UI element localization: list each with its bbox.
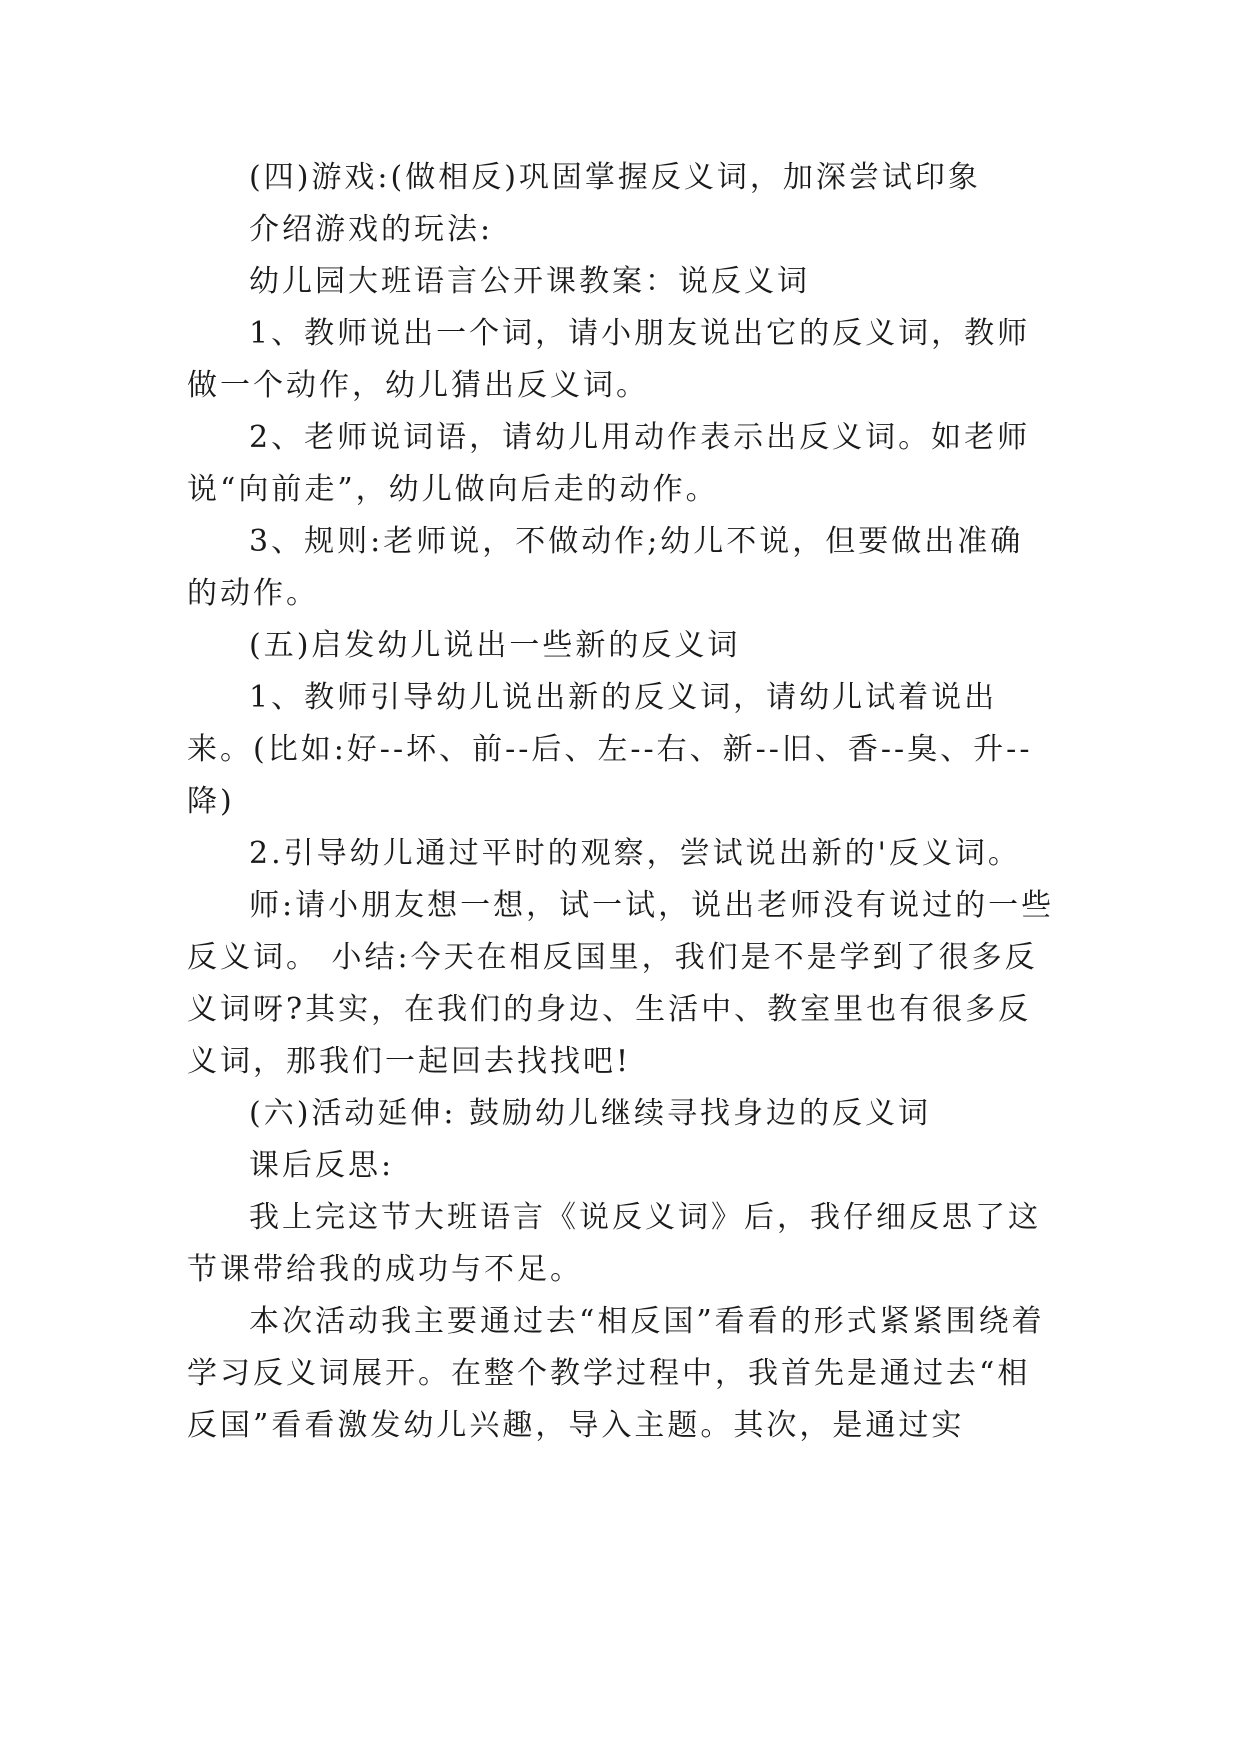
paragraph-section-5-heading: (五)启发幼儿说出一些新的反义词 bbox=[249, 628, 741, 663]
paragraph-rule-1: 1、教师说出一个词，请小朋友说出它的反义词，教师做一个动作，幼儿猜出反义词。 bbox=[187, 316, 1031, 403]
paragraph-reflection-heading: 课后反思: bbox=[249, 1148, 395, 1183]
paragraph-reflection-1: 我上完这节大班语言《说反义词》后，我仔细反思了这节课带给我的成功与不足。 bbox=[187, 1200, 1041, 1287]
paragraph-rule-3: 3、规则:老师说，不做动作;幼儿不说，但要做出准确的动作。 bbox=[187, 524, 1024, 611]
paragraph-game-intro: 介绍游戏的玩法: bbox=[249, 212, 494, 247]
paragraph-lesson-title: 幼儿园大班语言公开课教案：说反义词 bbox=[249, 264, 810, 299]
paragraph-new-antonyms-1: 1、教师引导幼儿说出新的反义词，请幼儿试着说出来。(比如:好--坏、前--后、左--右、新--旧、香--臭、升--降) bbox=[187, 680, 1033, 819]
paragraph-section-6-heading: (六)活动延伸: 鼓励幼儿继续寻找身边的反义词 bbox=[249, 1096, 932, 1131]
paragraph-new-antonyms-2: 2.引导幼儿通过平时的观察，尝试说出新的'反义词。 bbox=[249, 836, 1021, 871]
paragraph-reflection-2: 本次活动我主要通过去“相反国”看看的形式紧紧围绕着学习反义词展开。在整个教学过程中，我首先是通过去“相反国”看看激发幼儿兴趣，导入主题。其次，是通过实 bbox=[187, 1304, 1045, 1443]
document-body bbox=[187, 152, 1055, 1452]
paragraph-section-4-heading: (四)游戏:(做相反)巩固掌握反义词，加深尝试印象 bbox=[249, 160, 981, 195]
paragraph-teacher-summary: 师:请小朋友想一想，试一试，说出老师没有说过的一些反义词。 小结:今天在相反国里，我们是不是学到了很多反义词呀?其实，在我们的身边、生活中、教室里也有很多反义词，那我们一起回去找找吧! bbox=[187, 888, 1055, 1079]
paragraph-rule-2: 2、老师说词语，请幼儿用动作表示出反义词。如老师说“向前走”，幼儿做向后走的动作。 bbox=[187, 420, 1031, 507]
